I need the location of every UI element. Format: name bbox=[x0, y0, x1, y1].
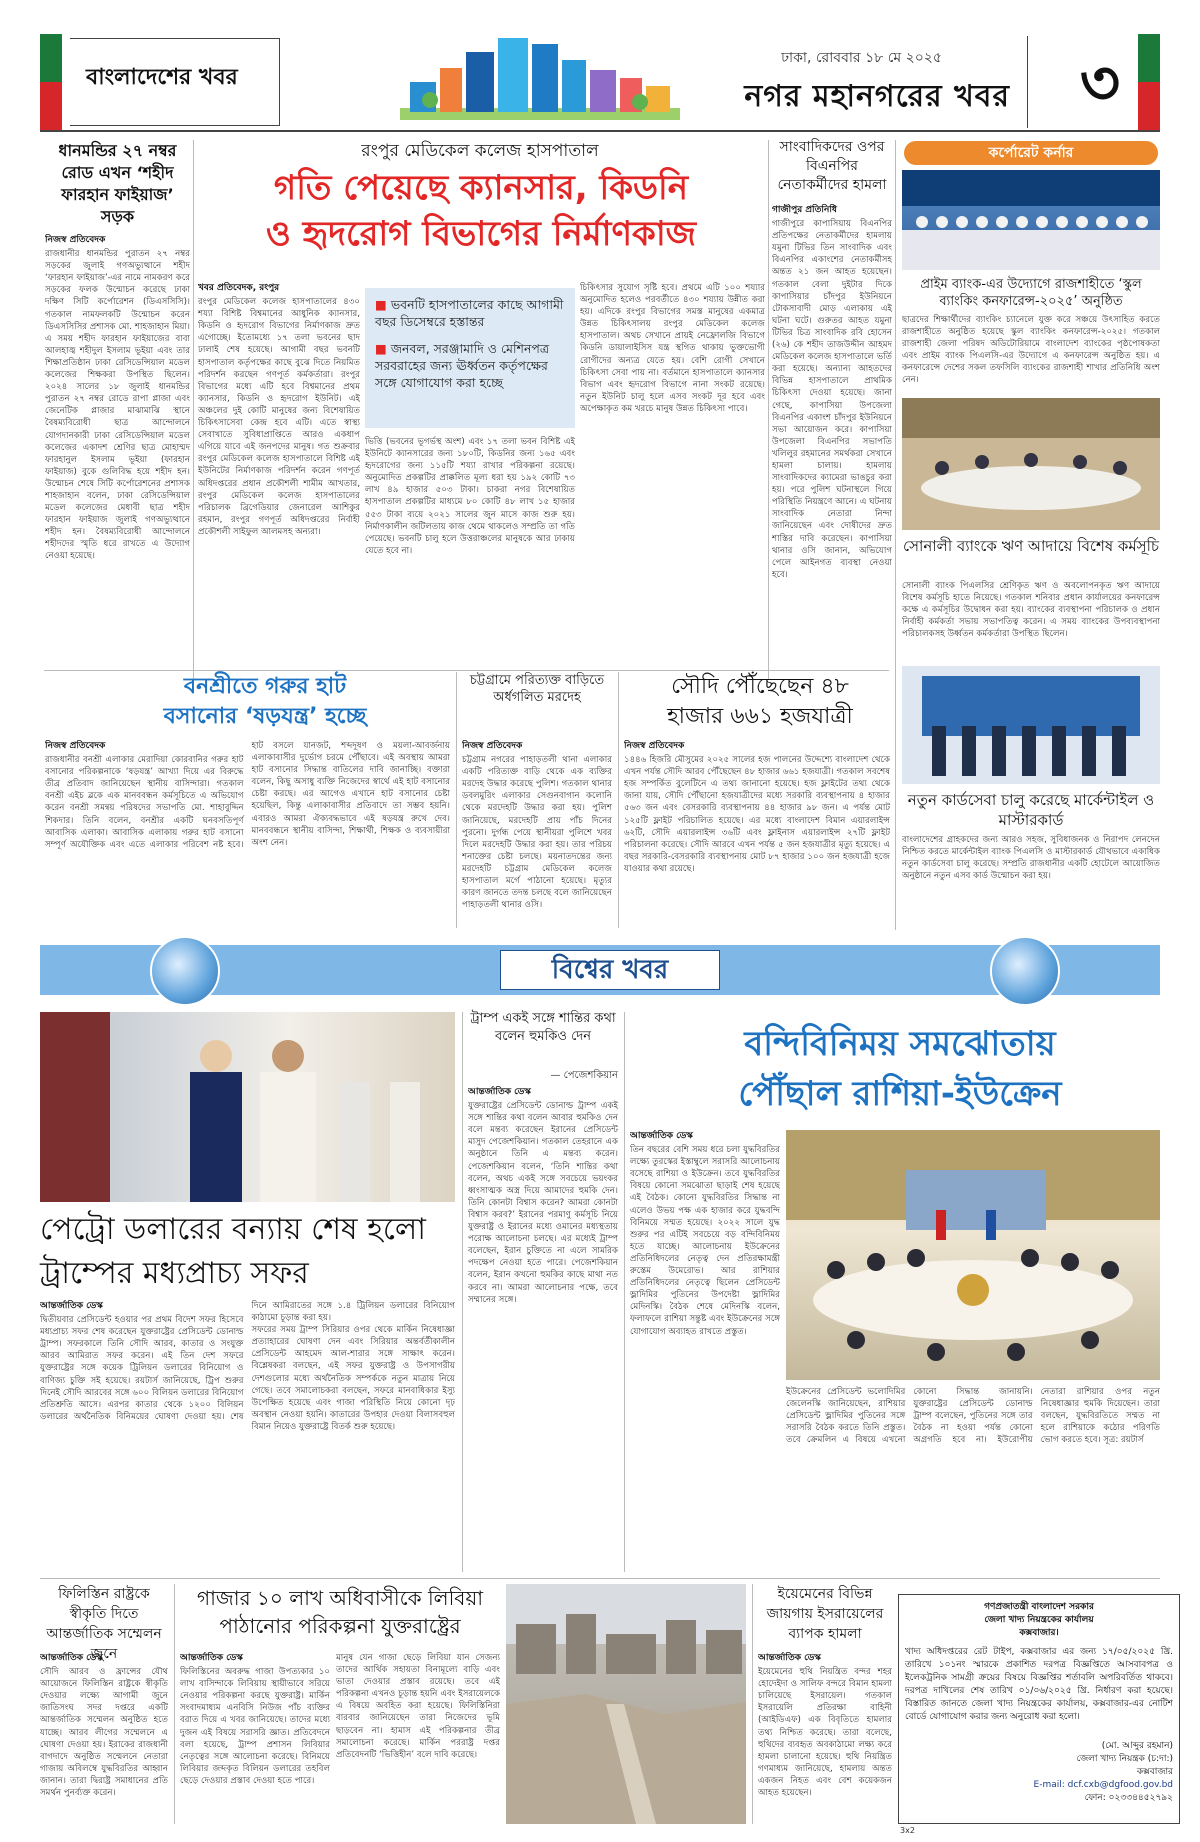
gaza-headline: গাজার ১০ লাখ অধিবাসীকে লিবিয়া পাঠানোর পরিকল্পনা যুক্তরাষ্ট্রের bbox=[196, 1586, 484, 1638]
byline: নিজস্ব প্রতিবেদক bbox=[45, 235, 106, 245]
ad-phone: ফোন: ০২৩৩৪৪৫২৭৯২ bbox=[1084, 1793, 1173, 1803]
dhanmondi-headline: ধানমন্ডির ২৭ নম্বর রোড এখন ‘শহীদ ফারহান ফাইয়াজ’ সড়ক bbox=[58, 141, 177, 226]
sonali-bank-photo bbox=[902, 398, 1160, 530]
yemen-article bbox=[758, 1652, 892, 1822]
prime-bank-headline: প্রাইম ব্যাংক-এর উদ্যোগে রাজশাহীতে ‘স্কুল ব্যাংকিং কনফারেন্স-২০২৫’ অনুষ্ঠিত bbox=[920, 277, 1142, 309]
callout-text: জনবল, সরঞ্জামাদি ও মেশিনপত্র সরবরাহের জন্য ঊর্ধ্বতন কর্তৃপক্ষের সঙ্গে যোগাযোগ করা হচ্ছে bbox=[375, 341, 550, 390]
yemen-headline: ইয়েমেনের বিভিন্ন জায়গায় ইসরায়েলের ব্যাপক হামলা bbox=[766, 1586, 884, 1642]
article-body: চিকিৎসার সুযোগ সৃষ্টি হবে। প্রথমে এটি ১০০ শয্যার অনুমোদিত হলেও পরবর্তীতে ৪৩০ শয্যায় উন্নীত করা হয়। এদিকে রংপুর বিভাগের সমস্ত মানুষের একমাত্র উন্নত চিকিৎসালয় রংপুর মেডিকেল কলেজ হাসপাতাল। অথচ সেখানে প্রায়ই নেফ্রোলজি বিভাগে কিডনি ডায়ালাইসিস যন্ত্র স্থগিত থাকায় ভুক্তভোগী রোগীদের অন্যত্র যেতে হয়। বেশি রোগী সেখানে চিকিৎসা সেবা পায় না। বর্তমানে হাসপাতালে ক্যানসার বিভাগ এবং হৃদরোগ বিভাগে নানা সংকট রয়েছে। নতুন ইউনিট চালু হলে এসব সংকট দূর হবে এবং অপেক্ষাকৃত কম খরচে মানুষ উন্নত চিকিৎসা পাবে। bbox=[580, 283, 765, 414]
masthead-rule bbox=[40, 130, 1160, 132]
article-body: ভিত্তি (ভবনের ভূগর্ভস্থ অংশ) এবং ১৭ তলা ভবন বিশিষ্ট এই ইউনিটে ক্যানসারের জন্য ১৮০টি, কিডনির জন্য ১৬৫ এবং হৃদরোগের জন্য ১১৫টি শয্যা রাখার পরিকল্পনা রয়েছে। অনুমোদিত প্রকল্পটির প্রাক্কলিত মূল্য ধরা হয় ১৯২ কোটি ৭৩ লাখ ৪৯ হাজার ৫০৩ টাকা। চাকরা নগর বিশেষায়িত হাসপাতাল প্রকল্পটির মাধ্যমে ৮০ কোটি ৪৮ লাখ ১৫ হাজার ৫৫৩ টাকা ব্যয়ে ২০২১ সালের জুন মাসে কাজ শুরু হয়। নির্মাণকালীন জটিলতায় কাজ থেমে থাকলেও সম্প্রতি তা গতি পেয়েছে। ভবনটি চালু হলে উত্তরাঞ্চলের মানুষকে আর ঢাকায় যেতে হবে না। bbox=[365, 437, 575, 556]
prisoner-headline-2: পৌঁছাল রাশিয়া-ইউক্রেন bbox=[738, 1074, 1062, 1114]
byline: আন্তর্জাতিক ডেস্ক bbox=[40, 1301, 103, 1311]
col-divider bbox=[895, 140, 896, 930]
ad-sig-place: কক্সবাজার bbox=[1136, 1767, 1173, 1777]
col-divider bbox=[752, 1584, 753, 1824]
cancer-headline-2: ও হৃদরোগ বিভাগের নির্মাণকাজ bbox=[265, 214, 697, 254]
dhanmondi-article bbox=[45, 234, 190, 659]
col-divider bbox=[456, 672, 457, 928]
ad-header-3: কক্সবাজার। bbox=[1019, 1628, 1059, 1638]
article-body: রাজধানীর ধানমন্ডির পুরাতন ২৭ নম্বর সড়কের জুলাই গণঅভ্যুত্থানে শহীদ ‘ফারহান ফাইয়াজ’-এর নামে নামকরণ করে সড়কের ফলক উন্মোচন করেছে ঢাকা দক্ষিণ সিটি কর্পোরেশন (ডিএসসিসি)। গতকাল নামফলকটি উন্মোচন করেন ডিএসসিসির প্রশাসক মো. শাহজাহান মিয়া। এ সময় শহীদ ফারহান ফাইয়াজের বাবা আলহাজ্ব শহীদুল ইসলাম ভূইয়া এবং তার শিক্ষাপ্রতিষ্ঠান ঢাকা রেসিডেন্সিয়াল মডেল কলেজের শিক্ষকরা উপস্থিত ছিলেন। ২০২৪ সালের ১৮ জুলাই ধানমন্ডির পুরাতন ২৭ নম্বর রোডে রাপা প্লাজা এবং জেনেটিক প্লাজার মাঝামাঝি স্থানে বৈষম্যবিরোধী ছাত্র আন্দোলনে যোগদানকারী ঢাকা রেসিডেন্সিয়াল মডেল কলেজের একাদশ শ্রেণির ছাত্র মোহাম্মদ ফারহানুল ইসলাম ভূইয়া (ফারহান ফাইয়াজ) বুকে গুলিবিদ্ধ হয়ে শহীদ হন। উন্মোচন শেষে সিটি কর্পোরেশনের প্রশাসক শাহজাহান বলেন, ঢাকা রেসিডেন্সিয়াল মডেল কলেজের মেধাবী ছাত্র শহীদ ফারহান ফাইয়াজ জুলাই গণঅভ্যুত্থানে শহীদ হন। বৈষম্যবিরোধী আন্দোলনে শহীদদের স্মৃতি ধরে রাখতে এ উদ্যোগ নেওয়া হয়েছে। bbox=[45, 249, 190, 562]
article-body: চট্টগ্রাম নগরের পাহাড়তলী থানা এলাকার একটি পরিত্যক্ত বাড়ি থেকে এক ব্যক্তির মরদেহ উদ্ধার করেছে পুলিশ। গতকাল থানার ডবলমুরিং এলাকার সেগুনবাগান কলোনি থেকে মরদেহটি উদ্ধার করা হয়। পুলিশ জানিয়েছে, মরদেহটি প্রায় পাঁচ দিনের পুরনো। দুর্গন্ধ পেয়ে স্থানীয়রা পুলিশে খবর দিলে মরদেহটি উদ্ধার করা হয়। তার পরিচয় শনাক্তের চেষ্টা চলছে। ময়নাতদন্তের জন্য মরদেহটি চট্টগ্রাম মেডিকেল কলেজ হাসপাতাল মর্গে পাঠানো হয়েছে। মৃত্যুর কারণ জানতে তদন্ত চলছে বলে জানিয়েছেন পাহাড়তলী থানার ওসি। bbox=[462, 755, 612, 911]
cancer-col-2 bbox=[365, 436, 575, 662]
section-label-left: বাংলাদেশের খবর bbox=[86, 65, 238, 90]
row-rule bbox=[44, 670, 889, 671]
trump-peace-article bbox=[468, 1086, 618, 1572]
gaza-ruins-photo bbox=[506, 1584, 746, 1824]
cancer-col-3 bbox=[580, 282, 765, 662]
chattogram-article bbox=[462, 740, 612, 928]
byline: আন্তর্জাতিক ডেস্ক bbox=[630, 1131, 693, 1141]
mercantile-headline: নতুন কার্ডসেবা চালু করেছে মার্কেন্টাইল ও মাস্টারকার্ড bbox=[907, 791, 1155, 829]
corporate-corner-label: কর্পোরেট কর্নার bbox=[904, 141, 1158, 165]
ruins-icon bbox=[506, 1584, 746, 1824]
date-line: ঢাকা, রোববার ১৮ মে ২০২৫ bbox=[781, 50, 942, 66]
mercantile-photo bbox=[902, 666, 1160, 784]
byline: নিজস্ব প্রতিবেদক bbox=[624, 741, 685, 751]
article-body: সফরের সময় ট্রাম্প সিরিয়ার ওপর থেকে মার্কিন নিষেধাজ্ঞা প্রত্যাহারের ঘোষণা দেন এবং সিরিয়ার অন্তর্বর্তীকালীন প্রেসিডেন্ট আহমেদ আল-শারার সঙ্গে সাক্ষাৎ করেন। বিশ্লেষকরা বলছেন, এই সফর যুক্তরাষ্ট্র ও উপসাগরীয় দেশগুলোর মধ্যে অর্থনৈতিক সম্পর্ককে নতুন মাত্রায় নিয়ে গেছে। তবে সমালোচকরা বলছেন, সফরে মানবাধিকার ইস্যু উপেক্ষিত হয়েছে এবং গাজা পরিস্থিতি নিয়ে কোনো দৃঢ় অবস্থান নেওয়া হয়নি। কাতারের উপহার দেওয়া বিলাসবহুল বিমান নিয়েও যুক্তরাষ্ট্রে বিতর্ক শুরু হয়েছে। bbox=[251, 1325, 455, 1432]
cancer-kicker: রংপুর মেডিকেল কলেজ হাসপাতাল bbox=[361, 141, 599, 161]
mercantile-body: বাংলাদেশের গ্রাহকদের জন্য আরও সহজ, সুবিধাজনক ও নিরাপদ লেনদেন নিশ্চিত করতে মার্কেন্টাইল ব্যাংক পিএলসি ও মাস্টারকার্ড যৌথভাবে একাধিক নতুন কার্ডসেবা চালু করেছে। সম্প্রতি রাজধানীর একটি হোটেলে আয়োজিত অনুষ্ঠানে নতুন এসব কার্ড উন্মোচন করা হয়। bbox=[902, 835, 1160, 882]
section-title-right: নগর মহানগরের খবর bbox=[744, 79, 1010, 114]
card-launch-icon bbox=[902, 666, 1160, 784]
article-body: গাজীপুরে কাপাসিয়ায় বিএনপির প্রতিপক্ষের নেতাকর্মীদের হামলায় যমুনা টিভির তিন সাংবাদিক এবং বিএনপির একাংশের নেতাকর্মীসহ অন্তত ২১ জন আহত হয়েছেন। গতকাল বেলা দুইটার দিকে কাপাসিয়ার চাঁদপুর ইউনিয়নে টোকসাবাদী মোড় এলাকায় এই ঘটনা ঘটে। গুরুতর আহত যমুনা টিভির চিত্র সাংবাদিক রবি হোসেন (২৬) কে শহীদ তাজউদ্দীন আহমদ মেডিকেল কলেজ হাসপাতালে ভর্তি করা হয়েছে। অন্যান্য আহতদের বিভিন্ন হাসপাতালে প্রাথমিক চিকিৎসা দেওয়া হয়েছে। জানা গেছে, কাপাসিয়া উপজেলা বিএনপির একাংশ চাঁদপুর ইউনিয়নে সভা আয়োজন করে। কাপাসিয়া উপজেলা বিএনপির সভাপতি খলিলুর রহমানের সমর্থকরা সেখানে হামলা চালায়। হামলায় সাংবাদিকদের ক্যামেরা ভাঙচুর করা হয়। পরে পুলিশ ঘটনাস্থলে গিয়ে পরিস্থিতি নিয়ন্ত্রণে আনে। এ ঘটনায় সাংবাদিক নেতারা নিন্দা জানিয়েছেন এবং দোষীদের দ্রুত শাস্তির দাবি করেছেন। কাপাসিয়া থানার ওসি জানান, অভিযোগ পেলে আইনগত ব্যবস্থা নেওয়া হবে। bbox=[772, 219, 892, 580]
bullet-icon: ■ bbox=[375, 297, 387, 312]
prisoner-headline-1: বন্দিবিনিময় সমঝোতায় bbox=[744, 1024, 1056, 1064]
flag-left bbox=[40, 34, 62, 130]
article-body: ইউক্রেনের প্রেসিডেন্ট ভলোদিমির জেলেনস্কি জানিয়েছেন, রাশিয়ার প্রেসিডেন্ট ভ্লাদিমির পুতিনের সঙ্গে সরাসরি বৈঠক করতে তিনি প্রস্তুত। তবে ক্রেমলিন এ বিষয়ে এখনো কোনো সিদ্ধান্ত জানায়নি। যুক্তরাষ্ট্রের প্রেসিডেন্ট ডোনাল্ড ট্রাম্প বলেছেন, পুতিনের সঙ্গে তার বৈঠক না হওয়া পর্যন্ত কোনো অগ্রগতি হবে না। ইউরোপীয় নেতারা রাশিয়ার ওপর নতুন নিষেধাজ্ঞার হুমকি দিয়েছেন। তারা বলছেন, যুদ্ধবিরতিতে সম্মত না হলে রাশিয়াকে কঠোর পরিণতি ভোগ করতে হবে। সূত্র: রয়টার্স bbox=[786, 1387, 1160, 1446]
bullet-icon: ■ bbox=[375, 341, 387, 356]
journalist-article bbox=[772, 204, 892, 666]
istanbul-talks-photo bbox=[786, 1130, 1160, 1380]
sonali-bank-body: সোনালী ব্যাংক পিএলসির শ্রেণিকৃত ঋণ ও অবলোপনকৃত ঋণ আদায়ে বিশেষ কর্মসূচি হাতে নিয়েছে। গতকাল শনিবার প্রধান কার্যালয়ের কনফারেন্স কক্ষে এ কর্মসূচির উদ্বোধন করা হয়। ব্যাংকের ব্যবস্থাপনা পরিচালক ও প্রধান নির্বাহী কর্মকর্তা সভায় সভাপতিত্ব করেন। এ সময় ব্যাংকের উপব্যবস্থাপনা পরিচালকসহ উর্ধ্বতন কর্মকর্তারা উপস্থিত ছিলেন। bbox=[902, 581, 1160, 640]
cancer-col-1 bbox=[198, 282, 360, 662]
palestine-headline: ফিলিস্তিন রাষ্ট্রকে স্বীকৃতি দিতে আন্তর্জাতিক সম্মেলন জুনে bbox=[46, 1586, 162, 1662]
chattogram-headline: চট্টগ্রামে পরিত্যক্ত বাড়িতে অর্ধগলিত মরদেহ bbox=[469, 673, 605, 705]
globe-icon bbox=[990, 936, 1060, 1006]
hajj-article bbox=[624, 740, 890, 928]
government-notice-ad bbox=[898, 1594, 1180, 1824]
cattle-headline-2: বসানোর ‘ষড়যন্ত্র’ হচ্ছে bbox=[163, 704, 367, 729]
ad-sig-title: জেলা খাদ্য নিয়ন্ত্রক (চ:দা:) bbox=[1076, 1754, 1173, 1764]
col-divider bbox=[174, 1584, 175, 1824]
world-news-title: বিশ্বের খবর bbox=[500, 950, 720, 990]
byline: আন্তর্জাতিক ডেস্ক bbox=[40, 1653, 103, 1663]
ad-header-2: জেলা খাদ্য নিয়ন্ত্রকের কার্যালয় bbox=[984, 1615, 1094, 1625]
byline: গাজীপুর প্রতিনিধি bbox=[772, 205, 837, 215]
flag-right bbox=[1138, 34, 1160, 130]
ad-email: E-mail: dcf.cxb@dgfood.gov.bd bbox=[1033, 1780, 1173, 1790]
callout-item bbox=[375, 340, 565, 391]
petro-headline: পেট্রো ডলারের বন্যায় শেষ হলো ট্রাম্পের মধ্যপ্রাচ্য সফর bbox=[40, 1212, 426, 1291]
callout-item bbox=[375, 296, 565, 330]
school-banking-photo bbox=[902, 170, 1160, 270]
cattle-headline-1: বনশ্রীতে গরুর হাট bbox=[183, 674, 347, 699]
gaza-article-2 bbox=[336, 1652, 500, 1822]
article-body: মানুষ যেন গাজা ছেড়ে লিবিয়া যান সেজন্য তাদের আর্থিক সহায়তা বিনামূল্যে বাড়ি এবং ভাতা দেওয়ার প্রস্তাব রয়েছে। তবে এই পরিকল্পনা এখনও চূড়ান্ত হয়নি এবং ইসরায়েলকে এ বিষয়ে অবহিত করা হয়েছে। ফিলিস্তিনিরা বারবার জানিয়েছেন তারা নিজেদের ভূমি ছাড়বেন না। হামাস এই পরিকল্পনার তীব্র সমালোচনা করেছে। মার্কিন পররাষ্ট্র দপ্তর প্রতিবেদনটি ‘ভিত্তিহীন’ বলে দাবি করেছে। bbox=[336, 1653, 500, 1760]
article-body: ফিলিস্তিনের অবরুদ্ধ গাজা উপত্যকার ১০ লাখ বাসিন্দাকে লিবিয়ায় স্থায়ীভাবে সরিয়ে নেওয়ার পরিকল্পনা করছে যুক্তরাষ্ট্র। মার্কিন সংবাদমাধ্যম এনবিসি নিউজ পাঁচ ব্যক্তির বরাত দিয়ে এ খবর জানিয়েছে। তাদের মধ্যে দুজন এই বিষয়ে সরাসরি জ্ঞাত। প্রতিবেদনে বলা হয়েছে, ট্রাম্প প্রশাসন লিবিয়ার নেতৃত্বের সঙ্গে আলোচনা করেছে। বিনিময়ে লিবিয়ার জব্দকৃত বিলিয়ন ডলারের তহবিল ছেড়ে দেওয়ার প্রস্তাব দেওয়া হতে পারে। bbox=[180, 1667, 330, 1786]
byline: খবর প্রতিবেদক, রংপুর bbox=[198, 283, 280, 293]
crowd-icon bbox=[902, 170, 1160, 270]
ad-header-1: গণপ্রজাতন্ত্রী বাংলাদেশ সরকার bbox=[984, 1602, 1094, 1612]
gaza-article-1 bbox=[180, 1652, 330, 1822]
article-body: ১৪৪৬ হিজরি মৌসুমের ২০২৫ সালের হজ পালনের উদ্দেশ্যে বাংলাদেশ থেকে এখন পর্যন্ত সৌদি আরব পৌঁছেছেন ৪৮ হাজার ৬৬১ হজযাত্রী। গতকাল সবশেষ হজ সম্পর্কিত বুলেটিনে এ তথ্য জানানো হয়েছে। হজ ফ্লাইটের তথ্য থেকে জানা যায়, সৌদি পৌঁছানো হজযাত্রীদের মধ্যে সরকারি ব্যবস্থাপনায় ৪ হাজার ৫৬৩ জন এবং বেসরকারি ব্যবস্থাপনায় ৪৪ হাজার ৯৮ জন। এ পর্যন্ত মোট ১২৫টি ফ্লাইট পরিচালিত হয়েছে। এর মধ্যে বাংলাদেশ বিমান এয়ারলাইন্স ৬২টি, সৌদি এয়ারলাইন্স ৩৬টি এবং ফ্লাইনাস এয়ারলাইন্স ২৭টি ফ্লাইট পরিচালনা করেছে। সৌদি আরবে এখন পর্যন্ত ৫ জন হজযাত্রীর মৃত্যু হয়েছে। এ বছর সরকারি-বেসরকারি ব্যবস্থাপনায় মোট ৮৭ হাজার ১০০ জন হজযাত্রী হজে যাওয়ার কথা রয়েছে। bbox=[624, 755, 890, 874]
masthead-divider bbox=[1027, 36, 1028, 128]
cancer-headline-1: গতি পেয়েছে ক্যানসার, কিডনি bbox=[273, 168, 689, 208]
globe-icon bbox=[150, 936, 220, 1006]
ad-sig-name: (মো. আব্দুর রহমান) bbox=[1101, 1741, 1173, 1751]
trump-peace-author: — পেজেশকিয়ান bbox=[550, 1070, 618, 1081]
sonali-bank-headline: সোনালী ব্যাংকে ঋণ আদায়ে বিশেষ কর্মসূচি bbox=[903, 537, 1159, 555]
article-body: রাজধানীর বনশ্রী এলাকার মেরাদিয়া কোরবানির গরুর হাট বসানোর পরিকল্পনাকে ‘ষড়যন্ত্র’ আখ্যা দিয়ে এর বিরুদ্ধে তীব্র প্রতিবাদ জানিয়েছেন স্থানীয় বাসিন্দারা। গতকাল বনশ্রী এইচ ব্লকে এক মানববন্ধন কর্মসূচিতে এ অভিযোগ করেন বনশ্রী সমন্বয় পরিষদের সভাপতি মো. শাহাবুদ্দিন শিকদার। তিনি বলেন, বনশ্রীর একটি ঘনবসতিপূর্ণ আবাসিক এলাকা। আবাসিক এলাকায় গরুর হাট বসানো সম্পূর্ণ অযৌক্তিক এবং এতে এলাকার পরিবেশ নষ্ট হবে। হাট বসলে যানজট, শব্দদূষণ ও ময়লা-আবর্জনায় এলাকাবাসীর দুর্ভোগ চরমে পৌঁছাবে। এই অবস্থায় আমরা হাট বসানোর সিদ্ধান্ত বাতিলের দাবি জানাচ্ছি। বক্তারা বলেন, কিছু অসাধু ব্যক্তি নিজেদের স্বার্থে এই হাট বসানোর চেষ্টা করছে। এর আগেও এখানে হাট বসানোর চেষ্টা হয়েছিল, কিন্তু এলাকাবাসীর প্রতিবাদে তা সম্ভব হয়নি। এবারও আমরা ঐক্যবদ্ধভাবে এই ষড়যন্ত্র রুখে দেব। মানববন্ধনে স্থানীয় বাসিন্দা, শিক্ষার্থী, শিক্ষক ও ব্যবসায়ীরা অংশ নেন। bbox=[45, 741, 450, 850]
prisoner-article-2 bbox=[786, 1386, 1160, 1572]
article-body: তিন বছরের বেশি সময় ধরে চলা যুদ্ধবিরতির লক্ষ্যে তুরস্কের ইস্তাম্বুলে সরাসরি আলোচনায় বসেছে রাশিয়া ও ইউক্রেন। তবে যুদ্ধবিরতির বিষয়ে কোনো সমঝোতা ছাড়াই শেষ হয়েছে এই বৈঠক। কোনো যুদ্ধবিরতির সিদ্ধান্ত না এলেও উভয় পক্ষ এক হাজার করে যুদ্ধবন্দি বিনিময়ে সম্মত হয়েছে। ২০২২ সালে যুদ্ধ শুরুর পর এটিই সবচেয়ে বড় বন্দিবিনিময় হতে যাচ্ছে। আলোচনায় ইউক্রেনের প্রতিনিধিদলের নেতৃত্ব দেন প্রতিরক্ষামন্ত্রী রুস্তেম উমেরোভ। আর রাশিয়ার প্রতিনিধিদলের নেতৃত্বে ছিলেন প্রেসিডেন্ট ভ্লাদিমির পুতিনের উপদেষ্টা ভ্লাদিমির মেদিনস্কি। বৈঠক শেষে মেদিনস্কি বলেন, ফলাফলে রাশিয়া সন্তুষ্ট এবং ইউক্রেনের সঙ্গে যোগাযোগ অব্যাহত রাখতে প্রস্তুত। bbox=[630, 1145, 780, 1337]
ad-body: খাদ্য অধিদপ্তরের রেট টাইপ, কক্সবাজার এর জন্য ১৭/০৫/২০২৫ খ্রি. তারিখে ১০১নং স্মারকে প্রকাশিত দরপত্র বিজ্ঞপ্তিতে আসবাবপত্র ও ইলেকট্রনিক সামগ্রী ক্রয়ের বিষয়ে বিজ্ঞপ্তির শর্তাবলি অপরিবর্তিত থাকবে। দরপত্র দাখিলের শেষ তারিখ ০১/০৬/২০২৫ খ্রি. নির্ধারণ করা হয়েছে। বিস্তারিত জানতে জেলা খাদ্য নিয়ন্ত্রকের কার্যালয়, কক্সবাজার-এর নোটিশ বোর্ডে যোগাযোগ করার জন্য অনুরোধ করা হলো। bbox=[905, 1647, 1173, 1722]
meeting-icon bbox=[902, 398, 1160, 530]
trump-peace-headline: ট্রাম্প একই সঙ্গে শান্তির কথা বলেন হুমকিও দেন bbox=[470, 1011, 616, 1044]
col-divider bbox=[624, 1012, 625, 1572]
hajj-headline-1: সৌদি পৌঁছেছেন ৪৮ bbox=[671, 674, 849, 699]
byline: আন্তর্জাতিক ডেস্ক bbox=[758, 1653, 821, 1663]
hajj-headline-2: হাজার ৬৬১ হজযাত্রী bbox=[667, 704, 853, 729]
ad-code: 3x2 bbox=[900, 1826, 915, 1835]
byline: আন্তর্জাতিক ডেস্ক bbox=[180, 1653, 243, 1663]
page-number: ৩ bbox=[1079, 46, 1120, 119]
people-icon bbox=[40, 1012, 455, 1202]
callout-text: ভবনটি হাসপাতালের কাছে আগামী বছর ডিসেম্বরে হস্তান্তর bbox=[375, 297, 564, 329]
row-rule bbox=[40, 1578, 1160, 1579]
byline: নিজস্ব প্রতিবেদক bbox=[462, 741, 523, 751]
col-divider bbox=[193, 140, 194, 680]
byline: আন্তর্জাতিক ডেস্ক bbox=[468, 1087, 531, 1097]
prime-bank-body: ছাত্রদের শিক্ষার্থীদের ব্যাংকিং চ্যানেলে যুক্ত করে সঞ্চয়ে উৎসাহিত করতে রাজশাহীতে অনুষ্ঠিত হয়েছে স্কুল ব্যাংকিং কনফারেন্স-২০২৫। গতকাল রাজশাহী জেলা পরিষদ অডিটোরিয়ামে বাংলাদেশ ব্যাংকের পৃষ্ঠপোষকতা এবং প্রাইম ব্যাংক পিএলসি-এর উদ্যোগে এ কনফারেন্স অনুষ্ঠিত হয়। এ কনফারেন্সে দেশের সকল তফসিলি ব্যাংকের রাজশাহী শাখার প্রতিনিধি অংশ নেন। bbox=[902, 315, 1160, 386]
col-divider bbox=[618, 672, 619, 928]
journalist-headline: সাংবাদিকদের ওপর বিএনপির নেতাকর্মীদের হামলা bbox=[777, 139, 887, 193]
col-divider bbox=[462, 1012, 463, 1572]
article-body: সৌদি আরব ও ফ্রান্সের যৌথ আয়োজনে ফিলিস্তিন রাষ্ট্রকে স্বীকৃতি দেওয়ার লক্ষ্যে আগামী জুনে জাতিসংঘ সদর দপ্তরে একটি আন্তর্জাতিক সম্মেলন অনুষ্ঠিত হতে যাচ্ছে। আরব লীগের সম্মেলনে এ ঘোষণা দেওয়া হয়। ইরাকের রাজধানী বাগদাদে অনুষ্ঠিত সম্মেলনে নেতারা গাজায় অবিলম্বে যুদ্ধবিরতির আহ্বান জানান। তারা দ্বিরাষ্ট্র সমাধানের প্রতি সমর্থন পুনর্ব্যক্ত করেন। bbox=[40, 1667, 168, 1799]
cattle-article bbox=[45, 740, 450, 928]
article-body: দ্বিতীয়বার প্রেসিডেন্ট হওয়ার পর প্রথম বিদেশ সফর হিসেবে মধ্যপ্রাচ্য সফর শেষ করেছেন যুক্তরাষ্ট্রের প্রেসিডেন্ট ডোনাল্ড ট্রাম্প। সফরকালে তিনি সৌদি আরব, কাতার ও সংযুক্ত আরব আমিরাত সফর করেন। এই তিন দেশ সফরে যুক্তরাষ্ট্রের সঙ্গে কয়েক ট্রিলিয়ন ডলারের বিনিয়োগ ও বাণিজ্য চুক্তি সই হয়েছে। রয়টার্স জানিয়েছে, ট্রিপ শুরুর দিনেই সৌদি আরবের সঙ্গে ৬০০ বিলিয়ন ডলারের বিনিয়োগ প্রতিশ্রুতি আসে। এরপর কাতার থেকে ১২০০ বিলিয়ন ডলারের অর্থনৈতিক বিনিময়ের ঘোষণা দেওয়া হয়। শেষ দিনে আমিরাতের সঙ্গে ১.৪ ট্রিলিয়ন ডলারের বিনিয়োগ কাঠামো চূড়ান্ত করা হয়। bbox=[40, 1301, 455, 1422]
conference-table-icon bbox=[786, 1130, 1160, 1380]
article-body: রংপুর মেডিকেল কলেজ হাসপাতালের ৪৩০ শয্যা বিশিষ্ট বিশ্বমানের আধুনিক ক্যানসার, কিডনি ও হৃদরোগ বিভাগের নির্মাণকাজ দ্রুত এগোচ্ছে। ইতোমধ্যে ১৭ তলা ভবনের ছাদ ঢালাই শেষ হয়েছে। আগামী বছর ভবনটি হাসপাতাল কর্তৃপক্ষের কাছে বুঝে দিতে নিয়মিত পরিদর্শন করছেন গণপূর্ত কর্মকর্তারা। রংপুর বিভাগের মধ্যে এটি হবে বিশ্বমানের প্রথম ক্যানসার, কিডনি ও হৃদরোগ ইউনিট। এই অঞ্চলের দুই কোটি মানুষের জন্য বিশেষায়িত চিকিৎসাসেবা কেন্দ্র হবে এটি। এতে স্বাস্থ্য সেবাখাতে সুবিধাপ্রাপ্তিতে আরও একধাপ এগিয়ে যাবে এই জনপদের মানুষ। গত শুক্রবার রংপুর মেডিকেল কলেজ হাসপাতালে বিশিষ্ট এই ইউনিটের নির্মাণকাজ পরিদর্শন করেন গণপূর্ত অধিদপ্তরের প্রধান প্রকৌশলী শামীম আখতার, রংপুর মেডিকেল কলেজ হাসপাতালের পরিচালক ব্রিগেডিয়ার জেনারেল আশিকুর রহমান, রংপুর গণপূর্ত অধিদপ্তরের নির্বাহী প্রকৌশলী সাইফুল আলমসহ অন্যরা। bbox=[198, 297, 360, 537]
article-body: ইয়েমেনের হুথি নিয়ন্ত্রিত বন্দর শহর হোদেইদা ও সালিফ বন্দরে বিমান হামলা চালিয়েছে ইসরায়েল। গতকাল ইসরায়েলি প্রতিরক্ষা বাহিনী (আইডিএফ) এক বিবৃতিতে হামলার তথ্য নিশ্চিত করেছে। তারা বলেছে, হুথিদের ব্যবহৃত অবকাঠামো লক্ষ্য করে হামলা চালানো হয়েছে। হুথি নিয়ন্ত্রিত গণমাধ্যম জানিয়েছে, হামলায় অন্তত একজন নিহত এবং বেশ কয়েকজন আহত হয়েছেন। bbox=[758, 1667, 892, 1799]
petro-article bbox=[40, 1300, 455, 1570]
palestine-article bbox=[40, 1652, 168, 1822]
trump-photo bbox=[40, 1012, 455, 1202]
cancer-callout bbox=[365, 288, 575, 428]
prisoner-article-1 bbox=[630, 1130, 780, 1572]
article-body: যুক্তরাষ্ট্রের প্রেসিডেন্ট ডোনাল্ড ট্রাম্প একই সঙ্গে শান্তির কথা বলেন আবার হুমকিও দেন বলে মন্তব্য করেছেন ইরানের প্রেসিডেন্ট মাসুদ পেজেশকিয়ান। গতকাল তেহরানে এক অনুষ্ঠানে তিনি এ মন্তব্য করেন। পেজেশকিয়ান বলেন, ‘তিনি শান্তির কথা বলেন, অথচ একই সঙ্গে সবচেয়ে ভয়ংকর ধ্বংসাত্মক অস্ত্র দিয়ে আমাদের হুমকি দেন। তিনি কোনটা বিশ্বাস করেন? আমরা কোনটা বিশ্বাস করব?’ ইরানের পরমাণু কর্মসূচি নিয়ে যুক্তরাষ্ট্র ও ইরানের মধ্যে ওমানের মধ্যস্থতায় পরোক্ষ আলোচনা চলছে। এর মধ্যেই ট্রাম্প বলেছেন, ইরান চুক্তিতে না এলে সামরিক পদক্ষেপ নেওয়া হতে পারে। পেজেশকিয়ান বলেন, ইরান কখনো হুমকির কাছে মাথা নত করবে না। আমরা আলোচনার পক্ষে, তবে সম্মানের সঙ্গে। bbox=[468, 1101, 618, 1305]
city-skyline-illustration bbox=[390, 30, 690, 130]
byline: নিজস্ব প্রতিবেদক bbox=[45, 741, 106, 751]
col-divider bbox=[768, 140, 769, 680]
